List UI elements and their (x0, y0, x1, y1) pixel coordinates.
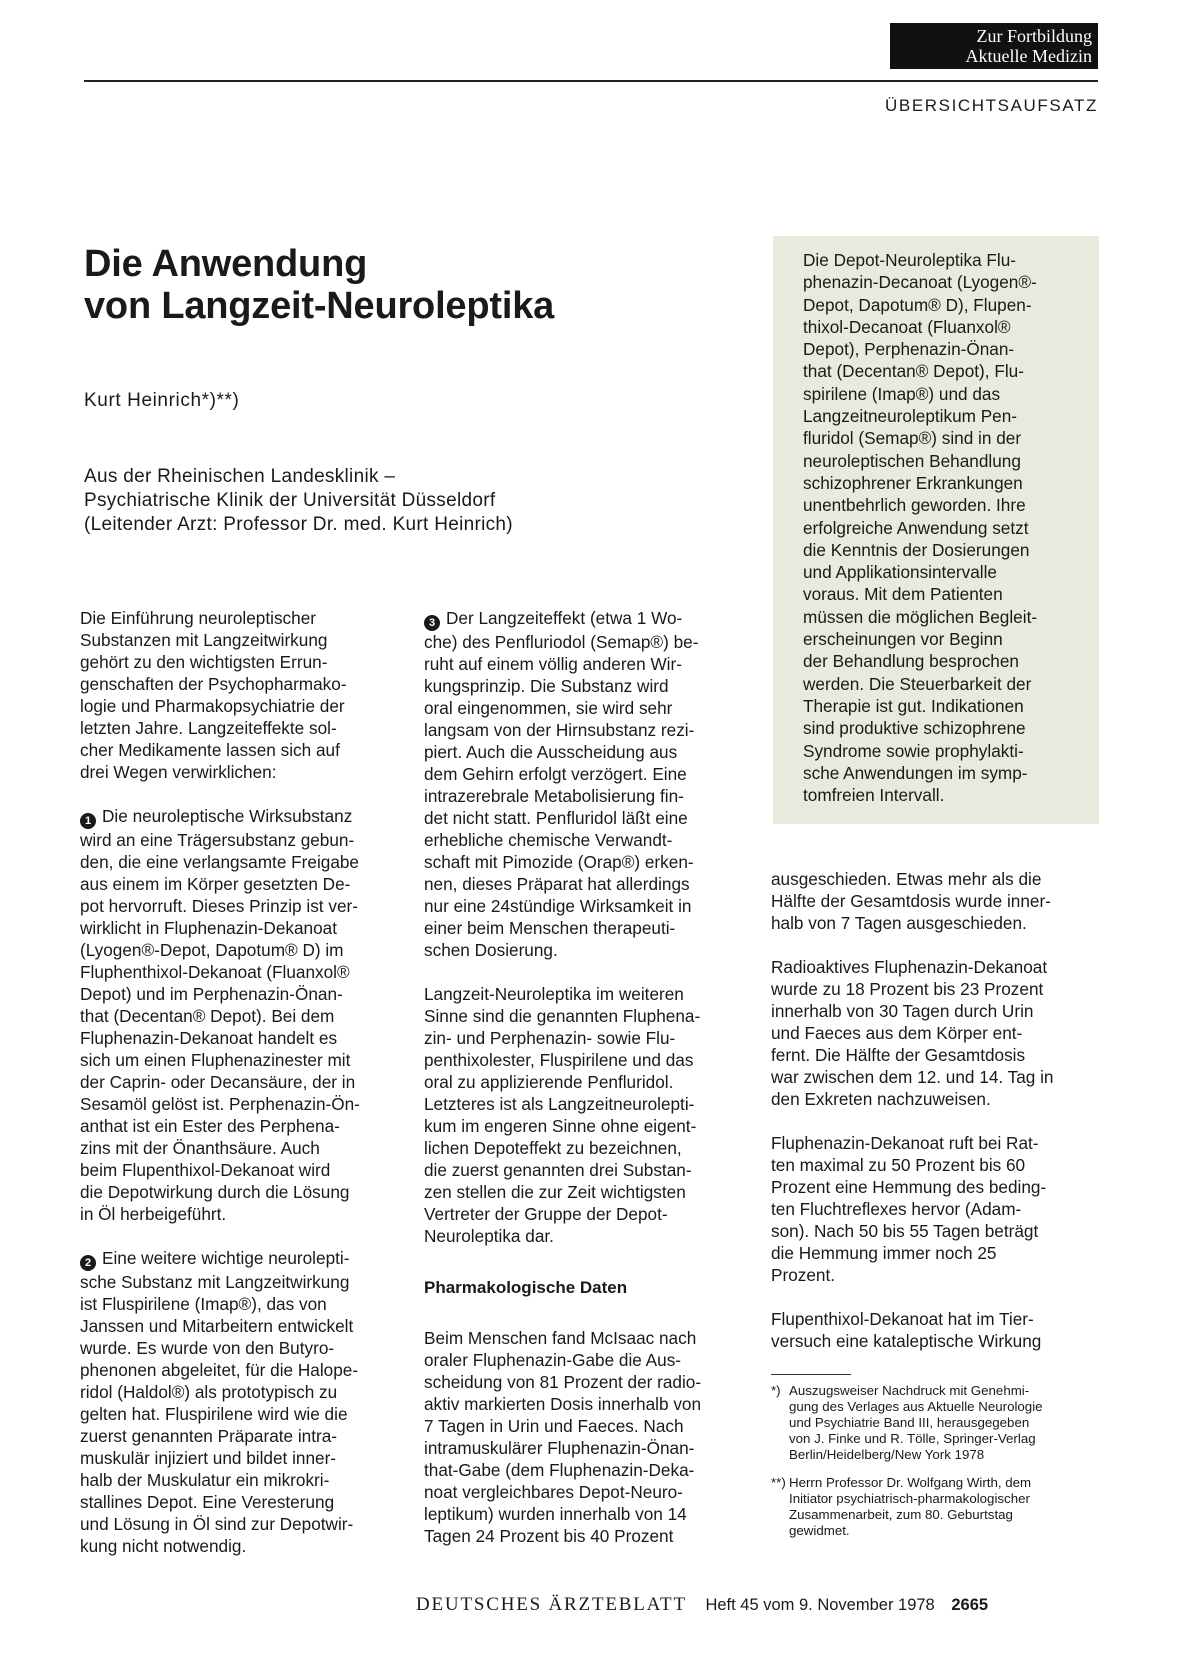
text-line: noat vergleichbares Depot-Neuro- (424, 1482, 683, 1502)
text-line: intramuskulärer Fluphenazin-Önan- (424, 1438, 695, 1458)
text-line: Prozent. (771, 1265, 836, 1285)
text-line: Fluphenazin-Dekanoat ruft bei Rat- (771, 1133, 1039, 1153)
text-line: beim Flupenthixol-Dekanoat wird (80, 1160, 331, 1180)
abstract-line: neuroleptischen Behandlung (803, 450, 1021, 471)
text-line: Radioaktives Fluphenazin-Dekanoat (771, 957, 1048, 977)
text-line: kungsprinzip. Die Substanz wird (424, 676, 669, 696)
text-line: und Faeces aus dem Körper ent- (771, 1023, 1023, 1043)
text-line: Flupenthixol-Dekanoat hat im Tier- (771, 1309, 1034, 1329)
text-line: genschaften der Psychopharmako- (80, 674, 347, 694)
abstract-line: schizophrener Erkrankungen (803, 472, 1023, 493)
text-line: Janssen und Mitarbeitern entwickelt (80, 1316, 354, 1336)
paragraph-langzeit (424, 983, 748, 1247)
text-line: Sesamöl gelöst ist. Perphenazin-Ön- (80, 1094, 360, 1114)
text-line: Tagen 24 Prozent bis 40 Prozent (424, 1526, 674, 1546)
text-line: halb von 7 Tagen ausgeschieden. (771, 913, 1027, 933)
numbered-bullet-icon: 2 (80, 1255, 96, 1271)
text-line: kung nicht notwendig. (80, 1536, 247, 1556)
body-column-3 (771, 868, 1099, 1551)
text-line: ausgeschieden. Etwas mehr als die (771, 869, 1042, 889)
paragraph-intro (80, 607, 402, 783)
text-line: muskulär injiziert und bildet inner- (80, 1448, 337, 1468)
text-line: 3 Der Langzeiteffekt (etwa 1 Wo- (424, 607, 748, 631)
text-line: der Caprin- oder Decansäure, der in (80, 1072, 356, 1092)
text-line: ruht auf einem völlig anderen Wir- (424, 654, 682, 674)
text-line: logie und Pharmakopsychiatrie der (80, 696, 345, 716)
text-line: nur eine 24stündige Wirksamkeit in (424, 896, 692, 916)
text-line: letzten Jahre. Langzeiteffekte sol- (80, 718, 337, 738)
text-line: schen Dosierung. (424, 940, 558, 960)
text-line: intrazerebrale Metabolisierung fin- (424, 786, 684, 806)
affiliation-line: Psychiatrische Klinik der Universität Düsseldorf (84, 490, 496, 511)
page-footer (416, 1594, 988, 1616)
section-badge (890, 23, 1098, 69)
text-line: dem Gehirn erfolgt verzögert. Eine (424, 764, 687, 784)
author-name: Kurt Heinrich*)**) (84, 390, 240, 411)
paragraph-pharmakologie (424, 1327, 748, 1547)
text-line: langsam von der Hirnsubstanz rezi- (424, 720, 695, 740)
text-line: det nicht statt. Penfluridol läßt eine (424, 808, 688, 828)
text-line: che) des Penfluriodol (Semap®) be- (424, 632, 699, 652)
text-line: einer beim Menschen therapeuti- (424, 918, 676, 938)
text-line: die Depotwirkung durch die Lösung (80, 1182, 350, 1202)
text-line: cher Medikamente lassen sich auf (80, 740, 340, 760)
text-line: piert. Auch die Ausscheidung aus (424, 742, 678, 762)
abstract-line: Syndrome sowie prophylakti- (803, 740, 1024, 761)
issue-info: Heft 45 vom 9. November 1978 (705, 1596, 935, 1614)
subheading-pharmakologische-daten: Pharmakologische Daten (424, 1278, 628, 1297)
text-line: 1 Die neuroleptische Wirksubstanz (80, 805, 402, 829)
text-line: versuch eine kataleptische Wirkung (771, 1331, 1042, 1351)
abstract-line: tomfreien Intervall. (803, 785, 945, 806)
text-line: Prozent eine Hemmung des beding- (771, 1177, 1047, 1197)
abstract-line: werden. Die Steuerbarkeit der (803, 673, 1032, 694)
footnote-mark: **) (771, 1475, 786, 1490)
abstract-line: Depot), Perphenazin-Önan- (803, 339, 1015, 360)
body-column-2 (424, 607, 748, 1569)
abstract-line: spirilene (Imap®) und das (803, 383, 1001, 404)
text-line: den Exkreten nachzuweisen. (771, 1089, 991, 1109)
text-line: sche Substanz mit Langzeitwirkung (80, 1272, 350, 1292)
footnote-line: Herrn Professor Dr. Wolfgang Wirth, dem (789, 1475, 1032, 1490)
text-line: aktiv markierten Dosis innerhalb von (424, 1394, 702, 1414)
paragraph-ratten (771, 1132, 1099, 1286)
footnote-line: von J. Finke und R. Tölle, Springer-Verlag (789, 1431, 1036, 1446)
affiliation-line: Aus der Rheinischen Landesklinik – (84, 466, 396, 487)
text-line: wirklicht in Fluphenazin-Dekanoat (80, 918, 337, 938)
footnote-line: gung des Verlages aus Aktuelle Neurologie (789, 1399, 1043, 1414)
text-line: den, die eine verlangsamte Freigabe (80, 852, 359, 872)
text-line: erhebliche chemische Verwandt- (424, 830, 673, 850)
text-line: zins mit der Önanthsäure. Auch (80, 1138, 320, 1158)
text-line: in Öl herbeigeführt. (80, 1204, 227, 1224)
text-line: schaft mit Pimozide (Orap®) erken- (424, 852, 694, 872)
text-line: penthixolester, Fluspirilene und das (424, 1050, 694, 1070)
text-line: die zuerst genannten drei Substan- (424, 1160, 692, 1180)
abstract-line: that (Decentan® Depot), Flu- (803, 361, 1024, 382)
text-line: Vertreter der Gruppe der Depot- (424, 1204, 668, 1224)
text-line: Fluphenazin-Dekanoat handelt es (80, 1028, 338, 1048)
abstract-line: und Applikationsintervalle (803, 562, 997, 583)
text-line: that-Gabe (dem Fluphenazin-Deka- (424, 1460, 695, 1480)
abstract-line: unentbehrlich geworden. Ihre (803, 495, 1026, 516)
text-line: gehört zu den wichtigsten Errun- (80, 652, 328, 672)
text-line: Letzteres ist als Langzeitneurolepti- (424, 1094, 695, 1114)
text-line: die Hemmung immer noch 25 (771, 1243, 997, 1263)
article-type-label: ÜBERSICHTSAUFSATZ (885, 96, 1098, 115)
numbered-bullet-icon: 1 (80, 813, 96, 829)
footnote-line: gewidmet. (789, 1523, 850, 1538)
text-line: ist Fluspirilene (Imap®), das von (80, 1294, 327, 1314)
text-line: halb der Muskulatur ein mikrokri- (80, 1470, 330, 1490)
text-line: wird an eine Trägersubstanz gebun- (80, 830, 355, 850)
abstract-box (773, 236, 1099, 824)
journal-name: DEUTSCHES ÄRZTEBLATT (416, 1594, 687, 1615)
text-line: Langzeit-Neuroleptika im weiteren (424, 984, 684, 1004)
footnote-line: Auszugsweiser Nachdruck mit Genehmi- (789, 1383, 1030, 1398)
text-line: ten Fluchtreflexes hervor (Adam- (771, 1199, 1022, 1219)
text-line: (Lyogen®-Depot, Dapotum® D) im (80, 940, 344, 960)
abstract-line: phenazin-Decanoat (Lyogen®- (803, 272, 1037, 293)
text-line: Neuroleptika dar. (424, 1226, 554, 1246)
text-line: that (Decentan® Depot). Bei dem (80, 1006, 335, 1026)
text-line: phenonen abgeleitet, für die Halope- (80, 1360, 359, 1380)
footnote-line: und Psychiatrie Band III, herausgegeben (789, 1415, 1030, 1430)
author-affiliation (84, 465, 513, 537)
paragraph-ausscheidung (771, 868, 1099, 934)
text-line: zuerst genannten Präparate intra- (80, 1426, 338, 1446)
abstract-line: fluridol (Semap®) sind in der (803, 428, 1022, 449)
section-badge-line-1: Zur Fortbildung (976, 26, 1092, 46)
text-line: anthat ist ein Ester des Perphena- (80, 1116, 340, 1136)
paragraph-radioaktiv (771, 956, 1099, 1110)
footnotes (771, 1383, 1099, 1539)
text-line: und Lösung in Öl sind zur Depotwir- (80, 1514, 354, 1534)
text-line: wurde zu 18 Prozent bis 23 Prozent (771, 979, 1044, 999)
abstract-line: Depot, Dapotum® D), Flupen- (803, 294, 1032, 315)
text-line: wurde. Es wurde von den Butyro- (80, 1338, 335, 1358)
text-line: innerhalb von 30 Tagen durch Urin (771, 1001, 1034, 1021)
text-line: scheidung von 81 Prozent der radio- (424, 1372, 702, 1392)
paragraph-tierversuch (771, 1308, 1099, 1352)
text-line: Sinne sind die genannten Fluphena- (424, 1006, 701, 1026)
abstract-line: erscheinungen vor Beginn (803, 629, 1003, 650)
text-line: Substanzen mit Langzeitwirkung (80, 630, 328, 650)
footnote-line: Initiator psychiatrisch-pharmakologischer (789, 1491, 1030, 1506)
section-badge-line-2: Aktuelle Medizin (965, 46, 1092, 66)
footnote-rule (771, 1374, 851, 1375)
abstract-line: erfolgreiche Anwendung setzt (803, 517, 1029, 538)
text-line: gelten hat. Fluspirilene wird wie die (80, 1404, 348, 1424)
text-line: ridol (Haldol®) als prototypisch zu (80, 1382, 338, 1402)
footnote-mark: *) (771, 1383, 781, 1398)
abstract-line: sche Anwendungen im symp- (803, 762, 1028, 783)
text-line: 7 Tagen in Urin und Faeces. Nach (424, 1416, 684, 1436)
text-line: kum im engeren Sinne ohne eigent- (424, 1116, 697, 1136)
text-line: drei Wegen verwirklichen: (80, 762, 277, 782)
affiliation-line: (Leitender Arzt: Professor Dr. med. Kurt Heinrich) (84, 514, 513, 535)
footnote-line: Zusammenarbeit, zum 80. Geburtstag (789, 1507, 1013, 1522)
abstract-line: der Behandlung besprochen (803, 651, 1019, 672)
text-line: Depot) und im Perphenazin-Önan- (80, 984, 343, 1004)
text-line: war zwischen dem 12. und 14. Tag in (771, 1067, 1054, 1087)
text-line: sich um einen Fluphenazinester mit (80, 1050, 351, 1070)
text-line: oral eingenommen, sie wird sehr (424, 698, 673, 718)
text-line: lichen Depoteffekt zu bezeichnen, (424, 1138, 682, 1158)
title-line: Die Anwendung (84, 243, 368, 285)
footnote (771, 1475, 1099, 1539)
text-line: Beim Menschen fand McIsaac nach (424, 1328, 697, 1348)
text-line: nen, dieses Präparat hat allerdings (424, 874, 690, 894)
article-title (84, 243, 554, 327)
text-line: oraler Fluphenazin-Gabe die Aus- (424, 1350, 682, 1370)
abstract-line: müssen die möglichen Begleit- (803, 606, 1038, 627)
text-line: zin- und Perphenazin- sowie Flu- (424, 1028, 676, 1048)
footnote (771, 1383, 1099, 1463)
abstract-line: Langzeitneuroleptikum Pen- (803, 406, 1018, 427)
page-number: 2665 (951, 1596, 989, 1614)
text-line: aus einem im Körper gesetzten De- (80, 874, 351, 894)
paragraph-method-2 (80, 1247, 402, 1557)
text-line: Die Einführung neuroleptischer (80, 608, 316, 628)
body-column-1 (80, 607, 402, 1579)
text-line: leptikum) wurden innerhalb von 14 (424, 1504, 687, 1524)
abstract-line: sind produktive schizophrene (803, 718, 1026, 739)
abstract-line: Therapie ist gut. Indikationen (803, 695, 1024, 716)
abstract-line: thixol-Decanoat (Fluanxol® (803, 316, 1011, 337)
abstract-line: Die Depot-Neuroleptika Flu- (803, 250, 1017, 270)
text-line: ten maximal zu 50 Prozent bis 60 (771, 1155, 1026, 1175)
paragraph-method-1 (80, 805, 402, 1225)
text-line: oral zu applizierende Penfluridol. (424, 1072, 674, 1092)
title-line: von Langzeit-Neuroleptika (84, 285, 555, 327)
text-line: Hälfte der Gesamtdosis wurde inner- (771, 891, 1051, 911)
footnote-line: Berlin/Heidelberg/New York 1978 (789, 1447, 985, 1462)
text-line: son). Nach 50 bis 55 Tagen beträgt (771, 1221, 1039, 1241)
text-line: stallines Depot. Eine Veresterung (80, 1492, 335, 1512)
text-line: pot hervorruft. Dieses Prinzip ist ver- (80, 896, 358, 916)
text-line: 2 Eine weitere wichtige neurolepti- (80, 1247, 402, 1271)
text-line: zen stellen die zur Zeit wichtigsten (424, 1182, 686, 1202)
text-line: Fluphenthixol-Dekanoat (Fluanxol® (80, 962, 350, 982)
numbered-bullet-icon: 3 (424, 615, 440, 631)
abstract-line: voraus. Mit dem Patienten (803, 584, 1003, 605)
header-rule (84, 80, 1098, 82)
paragraph-method-3 (424, 607, 748, 961)
abstract-line: die Kenntnis der Dosierungen (803, 539, 1030, 560)
text-line: fernt. Die Hälfte der Gesamtdosis (771, 1045, 1026, 1065)
